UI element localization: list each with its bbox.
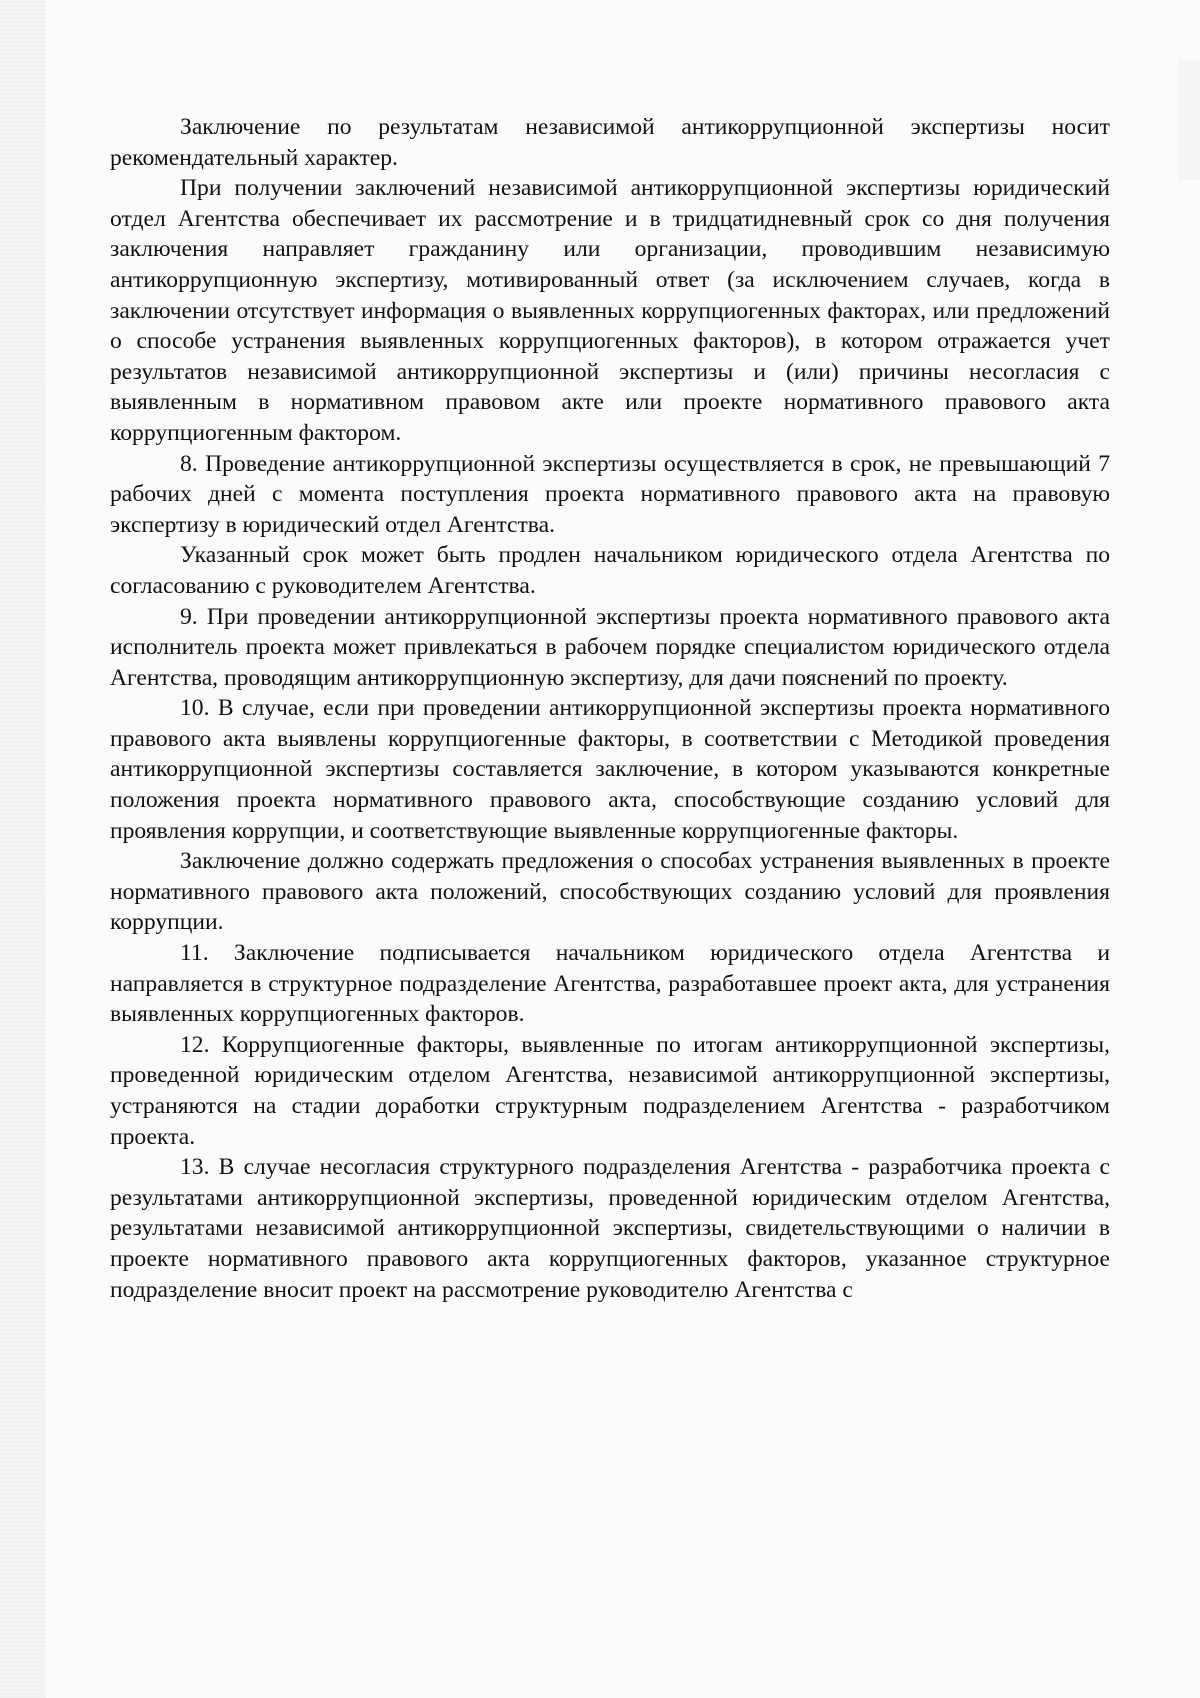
paragraph-conclusion-nature: Заключение по результатам независимой антикоррупционной экспертизы носит рекомендательный характер.: [110, 114, 1110, 171]
paragraph-conclusion-proposals: Заключение должно содержать предложения о способах устранения выявленных в проекте нормативного правового акта положений, способствующих созданию условий для проявления коррупции.: [110, 848, 1110, 936]
paragraph-term-extension: Указанный срок может быть продлен начальником юридического отдела Агентства по согласованию с руководителем Агентства.: [110, 542, 1110, 599]
paragraph-item-10: 10. В случае, если при проведении антикоррупционной экспертизы проекта нормативного правового акта выявлены коррупциогенные факторы, в соответствии с Методикой проведения антикоррупционной экспертизы составляется заключение, в котором указываются конкретные положения проекта нормативного правового акта, способствующие созданию условий для проявления коррупции, и соответствующие выявленные коррупциогенные факторы.: [110, 695, 1110, 844]
paragraph-item-13: 13. В случае несогласия структурного подразделения Агентства - разработчика проекта с результатами антикоррупционной экспертизы, проведенной юридическим отделом Агентства, результатами независимой антикоррупционной экспертизы, свидетельствующими о наличии в проекте нормативного правового акта коррупциогенных факторов, указанное структурное подразделение вносит проект на рассмотрение руководителю Агентства с: [110, 1154, 1110, 1303]
document-body: [110, 112, 1110, 1305]
paragraph-item-12: 12. Коррупциогенные факторы, выявленные по итогам антикоррупционной экспертизы, проведенной юридическим отделом Агентства, независимой антикоррупционной экспертизы, устраняются на стадии доработки структурным подразделением Агентства - разработчиком проекта.: [110, 1031, 1110, 1150]
paragraph-item-8: 8. Проведение антикоррупционной экспертизы осуществляется в срок, не превышающий 7 рабочих дней с момента поступления проекта нормативного правового акта на правовую экспертизу в юридический отдел Агентства.: [110, 450, 1110, 538]
paragraph-independent-expertise-review: При получении заключений независимой антикоррупционной экспертизы юридический отдел Агентства обеспечивает их рассмотрение и в тридцатидневный срок со дня получения заключения направляет гражданину или организации, проводившим независимую антикоррупционную экспертизу, мотивированный ответ (за исключением случаев, когда в заключении отсутствует информация о выявленных коррупциогенных факторах, или предложений о способе устранения выявленных коррупциогенных факторов), в котором отражается учет результатов независимой антикоррупционной экспертизы и (или) причины несогласия с выявленным в нормативном правовом акте или проекте нормативного правового акта коррупциогенным фактором.: [110, 175, 1110, 446]
paragraph-item-11: 11. Заключение подписывается начальником юридического отдела Агентства и направляется в структурное подразделение Агентства, разработавшее проект акта, для устранения выявленных коррупциогенных факторов.: [110, 940, 1110, 1028]
scan-edge-shading-right: [1178, 60, 1200, 180]
paragraph-item-9: 9. При проведении антикоррупционной экспертизы проекта нормативного правового акта исполнитель проекта может привлекаться в рабочем порядке специалистом юридического отдела Агентства, проводящим антикоррупционную экспертизу, для дачи пояснений по проекту.: [110, 603, 1110, 691]
scan-edge-shading-left: [0, 0, 46, 1698]
